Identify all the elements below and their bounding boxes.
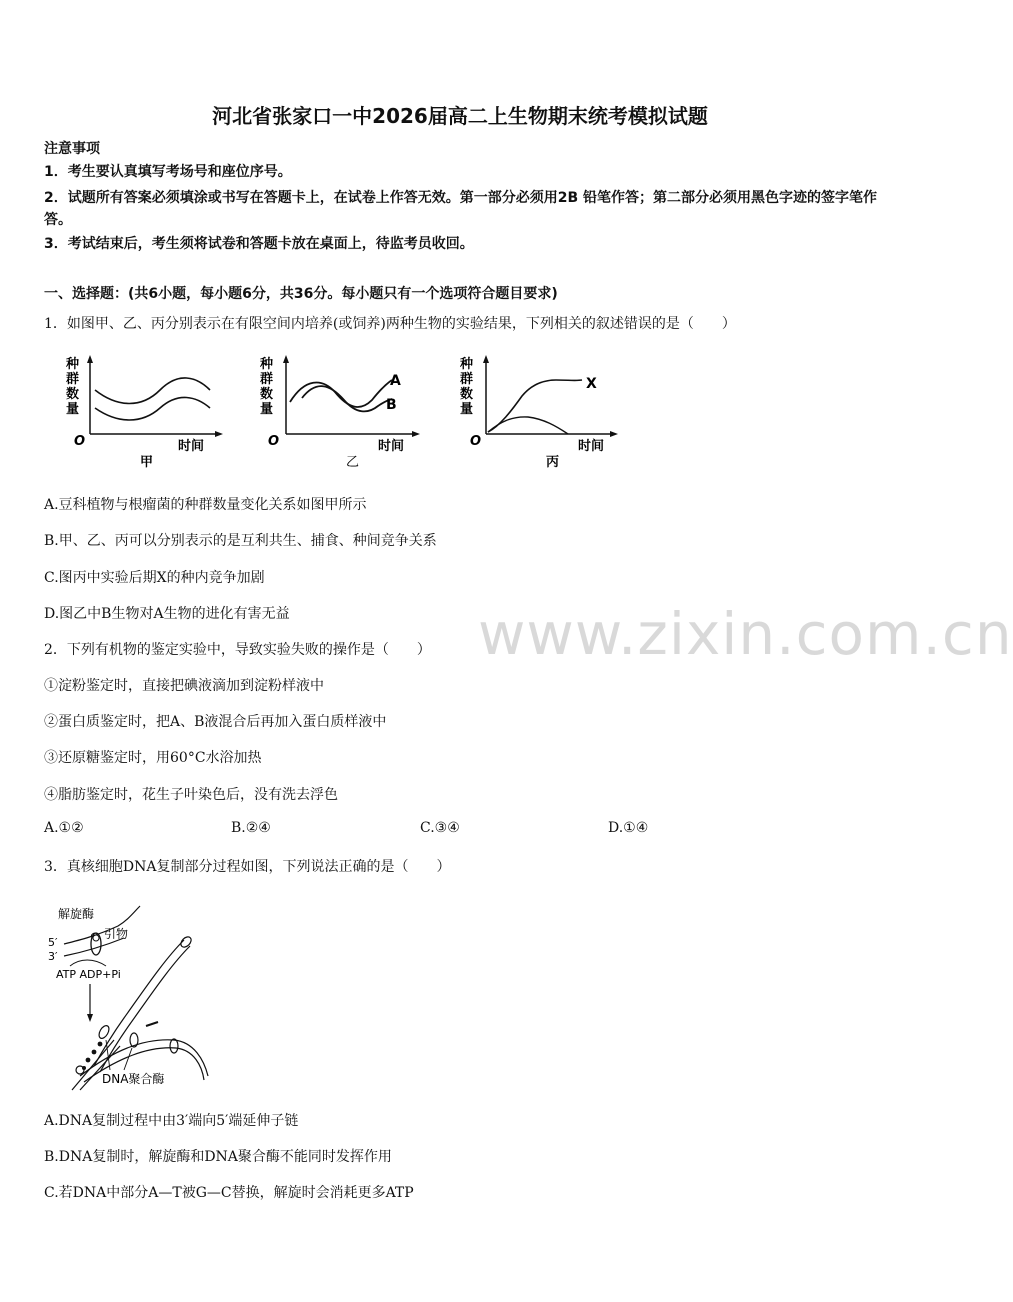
question-3-option-a: A.DNA复制过程中由3′端向5′端延伸子链 — [44, 1113, 299, 1129]
graph-jia-ylabel-4: 量 — [66, 402, 80, 417]
question-2-item-2: ②蛋白质鉴定时，把A、B液混合后再加入蛋白质样液中 — [44, 714, 387, 730]
notice-heading: 注意事项 — [44, 141, 100, 157]
helicase-ring — [91, 933, 101, 955]
three-prime-label: 3′ — [48, 950, 58, 963]
graph-yi-series-b: B — [386, 397, 397, 413]
question-1-stem: 1．如图甲、乙、丙分别表示在有限空间内培养(或饲养)两种生物的实验结果，下列相关的叙述错误的是（ ） — [44, 316, 736, 332]
graph-yi-xlabel: 时间 — [378, 439, 405, 454]
polymerase-2 — [130, 1033, 138, 1047]
graph-bing-xlabel: 时间 — [578, 439, 605, 454]
graph-jia-ylabel-1: 种 — [66, 357, 80, 372]
atp-label: ATP ADP+Pi — [56, 968, 121, 981]
graph-bing-title: 丙 — [546, 455, 560, 470]
question-2-option-a: A.①② — [44, 820, 84, 836]
graph-yi — [259, 355, 420, 470]
graph-jia-title: 甲 — [140, 455, 154, 470]
graph-bing-ylabel-4: 量 — [460, 402, 474, 417]
graph-jia-origin: O — [74, 434, 86, 449]
graph-yi-ylabel-3: 数 — [260, 387, 274, 402]
graph-yi-ylabel-4: 量 — [260, 402, 274, 417]
helicase-label: 解旋酶 — [58, 907, 95, 921]
graph-yi-title: 乙 — [346, 455, 360, 470]
question-2-option-d: D.①④ — [608, 820, 649, 836]
question-2-item-1: ①淀粉鉴定时，直接把碘液滴加到淀粉样液中 — [44, 678, 324, 694]
graph-bing-ylabel-3: 数 — [460, 387, 474, 402]
notice-item-3: 3．考试结束后，考生须将试卷和答题卡放在桌面上，待监考员收回。 — [44, 236, 474, 252]
notice-item-2: 2．试题所有答案必须填涂或书写在答题卡上，在试卷上作答无效。第一部分必须用2B 铅笔作答；第二部分必须用黑色字迹的签字笔作答。 — [44, 190, 878, 228]
question-2-item-3: ③还原糖鉴定时，用60°C水浴加热 — [44, 750, 262, 766]
graph-yi-ylabel-2: 群 — [260, 372, 274, 387]
dna-replication-figure — [44, 900, 214, 1090]
page-title: 河北省张家口一中2026届高二上生物期末统考模拟试题 — [212, 104, 708, 128]
population-graphs-figure — [60, 350, 640, 472]
graph-bing-ylabel-2: 群 — [460, 372, 474, 387]
graph-bing — [459, 355, 618, 470]
polymerase-3 — [170, 1039, 178, 1053]
question-3-option-c: C.若DNA中部分A—T被G—C替换，解旋时会消耗更多ATP — [44, 1185, 414, 1201]
question-3-option-b: B.DNA复制时，解旋酶和DNA聚合酶不能同时发挥作用 — [44, 1149, 392, 1165]
five-prime-label: 5′ — [48, 936, 58, 949]
atp-arrow — [70, 960, 106, 966]
graph-bing-curve-other — [488, 417, 568, 434]
graph-jia-xlabel: 时间 — [178, 439, 205, 454]
question-1-option-d: D.图乙中B生物对A生物的进化有害无益 — [44, 606, 290, 622]
graph-jia — [65, 355, 223, 470]
question-1-option-b: B.甲、乙、丙可以分别表示的是互利共生、捕食、种间竞争关系 — [44, 533, 437, 549]
question-2-option-c: C.③④ — [420, 820, 460, 836]
graph-jia-curve-upper — [95, 378, 210, 404]
notice-item-1: 1．考生要认真填写考场号和座位序号。 — [44, 164, 292, 180]
question-2-option-b: B.②④ — [231, 820, 271, 836]
graph-bing-curve-x — [488, 380, 582, 432]
watermark: www.zixin.com.cn — [478, 600, 1013, 668]
graph-bing-ylabel-1: 种 — [460, 357, 474, 372]
graph-yi-ylabel-1: 种 — [260, 357, 274, 372]
graph-yi-origin: O — [268, 434, 280, 449]
graph-bing-series-x: X — [586, 376, 597, 392]
question-2-item-4: ④脂肪鉴定时，花生子叶染色后，没有洗去浮色 — [44, 787, 338, 803]
question-1-option-a: A.豆科植物与根瘤菌的种群数量变化关系如图甲所示 — [44, 497, 367, 513]
graph-jia-ylabel-2: 群 — [66, 372, 80, 387]
question-1-option-c: C.图丙中实验后期X的种内竞争加剧 — [44, 570, 265, 586]
primer-label: 引物 — [104, 927, 129, 941]
section-heading: 一、选择题：(共6小题，每小题6分，共36分。每小题只有一个选项符合题目要求) — [44, 286, 558, 302]
polymerase-1 — [97, 1024, 111, 1040]
graph-jia-ylabel-3: 数 — [66, 387, 80, 402]
graph-yi-curve-b — [302, 386, 392, 411]
graph-bing-origin: O — [470, 434, 482, 449]
question-2-stem: 2．下列有机物的鉴定实验中，导致实验失败的操作是（ ） — [44, 642, 431, 658]
graph-yi-series-a: A — [390, 373, 401, 389]
question-3-stem: 3．真核细胞DNA复制部分过程如图，下列说法正确的是（ ） — [44, 859, 451, 875]
polymerase-label: DNA聚合酶 — [102, 1072, 165, 1086]
